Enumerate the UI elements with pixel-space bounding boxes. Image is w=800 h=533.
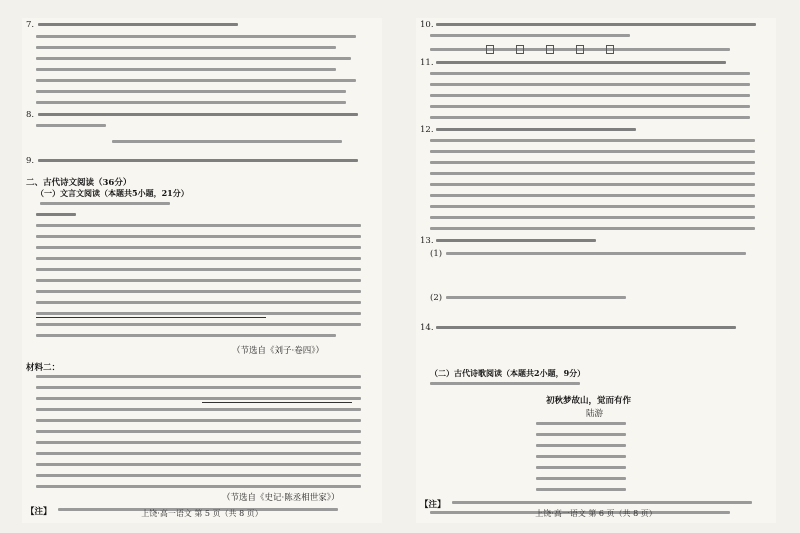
text-line — [36, 279, 361, 282]
text-line — [430, 116, 750, 119]
text-line — [36, 397, 361, 400]
underline — [202, 402, 352, 403]
text-line — [36, 246, 361, 249]
text-line — [36, 290, 361, 293]
text-line — [436, 128, 636, 131]
question-7-number: 7. — [26, 20, 35, 30]
text-line — [430, 34, 630, 37]
question-13-part-2: (2) — [430, 293, 443, 303]
answer-box — [486, 45, 494, 54]
text-line — [430, 205, 755, 208]
poem-title: 初秋梦故山，觉而有作 — [546, 396, 632, 406]
text-line — [38, 23, 238, 26]
text-line — [430, 72, 750, 75]
text-line — [36, 323, 361, 326]
text-line — [430, 139, 755, 142]
text-line — [36, 485, 361, 488]
question-8-number: 8. — [26, 110, 35, 120]
text-line — [36, 79, 356, 82]
page-footer: 上饶·高一语文 第 5 页（共 8 页） — [141, 509, 263, 518]
note-line — [452, 501, 752, 504]
text-line — [40, 202, 170, 205]
text-line — [36, 375, 361, 378]
text-line — [430, 194, 755, 197]
answer-box — [516, 45, 524, 54]
text-line — [436, 23, 756, 26]
source-2: （节选自《史记·陈丞相世家》） — [222, 493, 340, 503]
text-line — [430, 172, 755, 175]
exam-page-6 — [416, 18, 776, 523]
source-1: （节选自《刘子·卷四》） — [232, 346, 324, 356]
text-line — [36, 90, 346, 93]
note-label: 【注】 — [26, 507, 52, 517]
poem-line — [536, 477, 626, 480]
text-line — [36, 68, 336, 71]
text-line — [430, 150, 755, 153]
text-line — [36, 474, 361, 477]
text-line — [36, 224, 361, 227]
subsection-1-heading: （一）文言文阅读（本题共5小题，21分） — [36, 188, 189, 198]
text-line — [430, 83, 750, 86]
text-line — [38, 113, 358, 116]
page-footer: 上饶·高一语文 第 6 页（共 8 页） — [535, 509, 657, 518]
text-line — [36, 257, 361, 260]
question-14-number: 14. — [420, 323, 434, 333]
text-line — [436, 326, 736, 329]
text-line — [430, 382, 580, 385]
text-line — [36, 430, 361, 433]
answer-box — [546, 45, 554, 54]
text-line — [36, 386, 361, 389]
text-line — [36, 57, 351, 60]
question-11-number: 11. — [420, 58, 434, 68]
answer-box — [576, 45, 584, 54]
text-line — [36, 408, 361, 411]
text-line — [430, 227, 755, 230]
text-line — [446, 296, 626, 299]
options-line — [112, 140, 342, 143]
text-line — [36, 213, 76, 216]
text-line — [436, 61, 726, 64]
text-line — [36, 101, 346, 104]
question-13-part-1: (1) — [430, 249, 443, 259]
text-line — [36, 35, 356, 38]
text-line — [36, 463, 361, 466]
text-line — [430, 161, 755, 164]
poem-line — [536, 422, 626, 425]
text-line — [36, 268, 361, 271]
text-line — [430, 183, 755, 186]
poem-line — [536, 466, 626, 469]
exam-page-5 — [22, 18, 382, 523]
section-2-heading: 二、古代诗文阅读（36分） — [26, 178, 132, 188]
underline — [36, 317, 266, 318]
text-line — [36, 419, 361, 422]
text-line — [36, 441, 361, 444]
poem-author: 陆游 — [586, 409, 604, 419]
text-line — [36, 312, 361, 315]
answer-box — [606, 45, 614, 54]
text-line — [36, 301, 361, 304]
text-line — [446, 252, 746, 255]
poem-line — [536, 433, 626, 436]
material-2-heading: 材料二： — [26, 363, 61, 373]
text-line — [36, 235, 361, 238]
question-9-number: 9. — [26, 156, 35, 166]
text-line — [430, 94, 750, 97]
question-12-number: 12. — [420, 125, 434, 135]
question-13-number: 13. — [420, 236, 434, 246]
text-line — [436, 239, 596, 242]
text-line — [430, 216, 755, 219]
text-line — [36, 334, 336, 337]
text-line — [36, 124, 106, 127]
question-10-number: 10. — [420, 20, 434, 30]
text-line — [36, 46, 336, 49]
text-line — [36, 452, 361, 455]
poem-line — [536, 488, 626, 491]
text-line — [38, 159, 358, 162]
subsection-2-heading: （二）古代诗歌阅读（本题共2小题，9分） — [430, 368, 586, 378]
note-label: 【注】 — [420, 500, 446, 510]
poem-line — [536, 444, 626, 447]
poem-line — [536, 455, 626, 458]
text-line — [430, 105, 750, 108]
